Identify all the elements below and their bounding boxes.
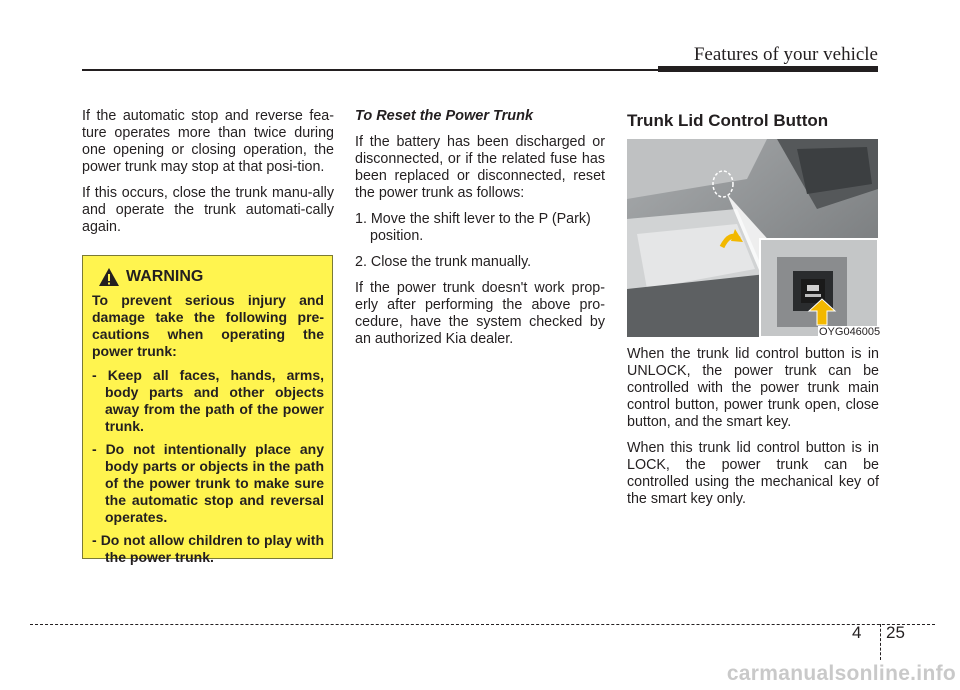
column-3-heading-area: [627, 108, 879, 141]
warning-title: WARNING: [126, 268, 204, 285]
warning-triangle-icon: [98, 267, 120, 287]
section-heading: Trunk Lid Control Button: [627, 111, 829, 130]
paragraph: If the automatic stop and reverse fea-ture operates more than twice during one opening or closing operation, the power trunk may stop at that posi-tion.: [82, 108, 334, 175]
paragraph: When this trunk lid control button is in LOCK, the power trunk can be controlled using the mechanical key of the smart key only.: [627, 440, 879, 507]
warning-item: - Keep all faces, hands, arms, body parts and other objects away from the path of the power trunk.: [92, 367, 324, 434]
chapter-number: 4: [852, 623, 862, 642]
warning-intro: To prevent serious injury and damage take the following pre-cautions when operating the power trunk:: [92, 292, 324, 359]
paragraph: If this occurs, close the trunk manu-ally and operate the trunk automati-cally again.: [82, 185, 334, 235]
image-code: OYG046005: [819, 326, 881, 338]
page-number: 25: [886, 623, 905, 642]
warning-header: [98, 267, 203, 287]
watermark: carmanualsonline.info: [726, 662, 956, 685]
warning-item: - Do not allow children to play with the power trunk.: [92, 532, 324, 565]
paragraph: If the battery has been discharged or disconnected, or if the related fuse has been replaced or disconnected, reset the power trunk as follows:: [355, 134, 605, 201]
illustration-graphic: [627, 139, 878, 337]
column-3-text: [627, 346, 879, 517]
paragraph: If the power trunk doesn't work prop-erly after performing the above pro-cedure, have the system checked by an authorized Kia dealer.: [355, 280, 605, 347]
section-title: Features of your vehicle: [693, 44, 878, 65]
subheading: To Reset the Power Trunk: [355, 108, 534, 124]
warning-item: - Do not intentionally place any body parts or objects in the path of the power trunk to make sure the automatic stop and reversal operates.: [92, 441, 324, 525]
step-item: 1. Move the shift lever to the P (Park) position.: [355, 211, 591, 244]
paragraph: When the trunk lid control button is in UNLOCK, the power trunk can be controlled with the power trunk main control button, power trunk open, close button, and the smart key.: [627, 346, 879, 430]
footer-rule: [30, 624, 935, 625]
trunk-button-illustration: [627, 139, 878, 337]
header-bar: [658, 66, 878, 72]
warning-body: [92, 292, 324, 572]
footer-divider: [880, 624, 881, 660]
column-2: [355, 108, 605, 357]
column-1: [82, 108, 334, 245]
warning-box: [82, 255, 333, 565]
step-item: 2. Close the trunk manually.: [355, 254, 532, 270]
